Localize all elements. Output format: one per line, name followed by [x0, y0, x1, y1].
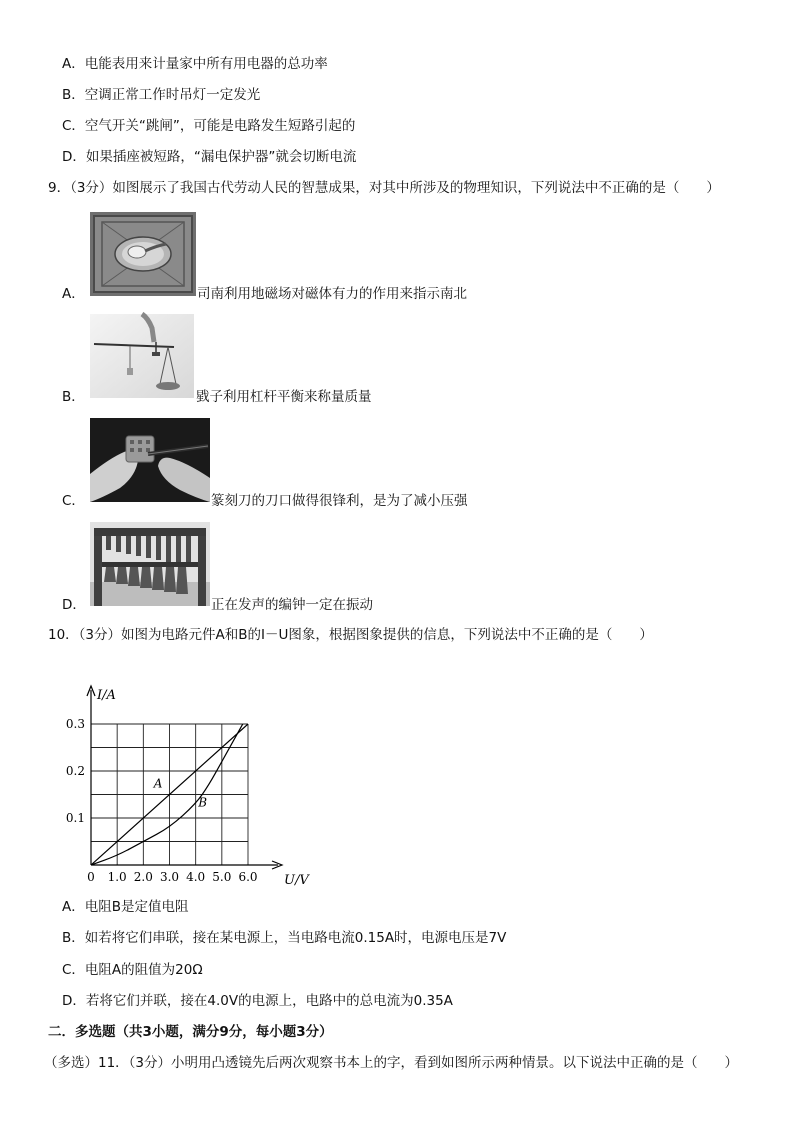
q10-option-c: C．电阻A的阻值为20Ω	[62, 962, 203, 978]
steelyard-photo	[90, 314, 194, 398]
chime-bells-photo	[90, 522, 210, 606]
q8-option-c: C．空气开关“跳闸”，可能是电路发生短路引起的	[62, 118, 356, 134]
y-tick-label: 0.3	[65, 717, 85, 731]
q8-option-d: D．如果插座被短路，“漏电保护器”就会切断电流	[62, 149, 357, 165]
q9-option-b-text: 戥子利用杠杆平衡来称量质量	[196, 389, 372, 405]
q9-option-d-letter: D．	[62, 597, 86, 613]
chart-labels	[66, 688, 310, 888]
x-tick-label: 2.0	[133, 870, 153, 884]
q8-option-a: A．电能表用来计量家中所有用电器的总功率	[62, 56, 328, 72]
y-axis-label: I/A	[97, 688, 116, 703]
q9-option-d-text: 正在发声的编钟一定在振动	[211, 597, 373, 613]
q9-option-a-text: 司南利用地磁场对磁体有力的作用来指示南北	[197, 286, 467, 302]
series-b-label: B	[198, 795, 208, 810]
q9-stem: 9．（3分）如图展示了我国古代劳动人民的智慧成果，对其中所涉及的物理知识，下列说法中不正确的是（ ）	[48, 180, 720, 196]
x-tick-label: 0	[87, 870, 95, 884]
q10-stem: 10．（3分）如图为电路元件A和B的I－U图象，根据图象提供的信息，下列说法中不正确的是（ ）	[48, 627, 653, 643]
q10-option-b: B．如若将它们串联，接在某电源上，当电路电流0.15A时，电源电压是7V	[62, 930, 507, 946]
q8-option-b: B．空调正常工作时吊灯一定发光	[62, 87, 261, 103]
q10-option-a: A．电阻B是定值电阻	[62, 899, 189, 915]
series-a-label: A	[153, 776, 163, 791]
x-tick-label: 3.0	[159, 870, 180, 884]
x-tick-label: 6.0	[238, 870, 258, 884]
x-tick-label: 1.0	[107, 870, 127, 884]
q9-option-c-text: 篆刻刀的刀口做得很锋利，是为了减小压强	[211, 493, 468, 509]
y-tick-label: 0.2	[65, 764, 85, 778]
iu-graph	[60, 680, 309, 890]
q9-option-c-letter: C．	[62, 493, 85, 509]
q9-option-a-letter: A．	[62, 286, 85, 302]
x-tick-label: 5.0	[212, 870, 232, 884]
x-tick-label: 4.0	[186, 870, 206, 884]
section-two-heading: 二．多选题（共3小题，满分9分，每小题3分）	[48, 1024, 333, 1040]
q10-option-d: D．若将它们并联，接在4.0V的电源上，电路中的总电流为0.35A	[62, 993, 453, 1009]
y-tick-label: 0.1	[65, 811, 85, 825]
q9-option-b-letter: B．	[62, 389, 85, 405]
compass-sinan-photo	[90, 212, 196, 296]
x-axis-label: U/V	[284, 873, 309, 888]
seal-carving-photo	[90, 418, 210, 502]
q11-stem: （多选）11．（3分）小明用凸透镜先后两次观察书本上的字，看到如图所示两种情景。以下说法中正确的是（ ）	[44, 1055, 739, 1071]
